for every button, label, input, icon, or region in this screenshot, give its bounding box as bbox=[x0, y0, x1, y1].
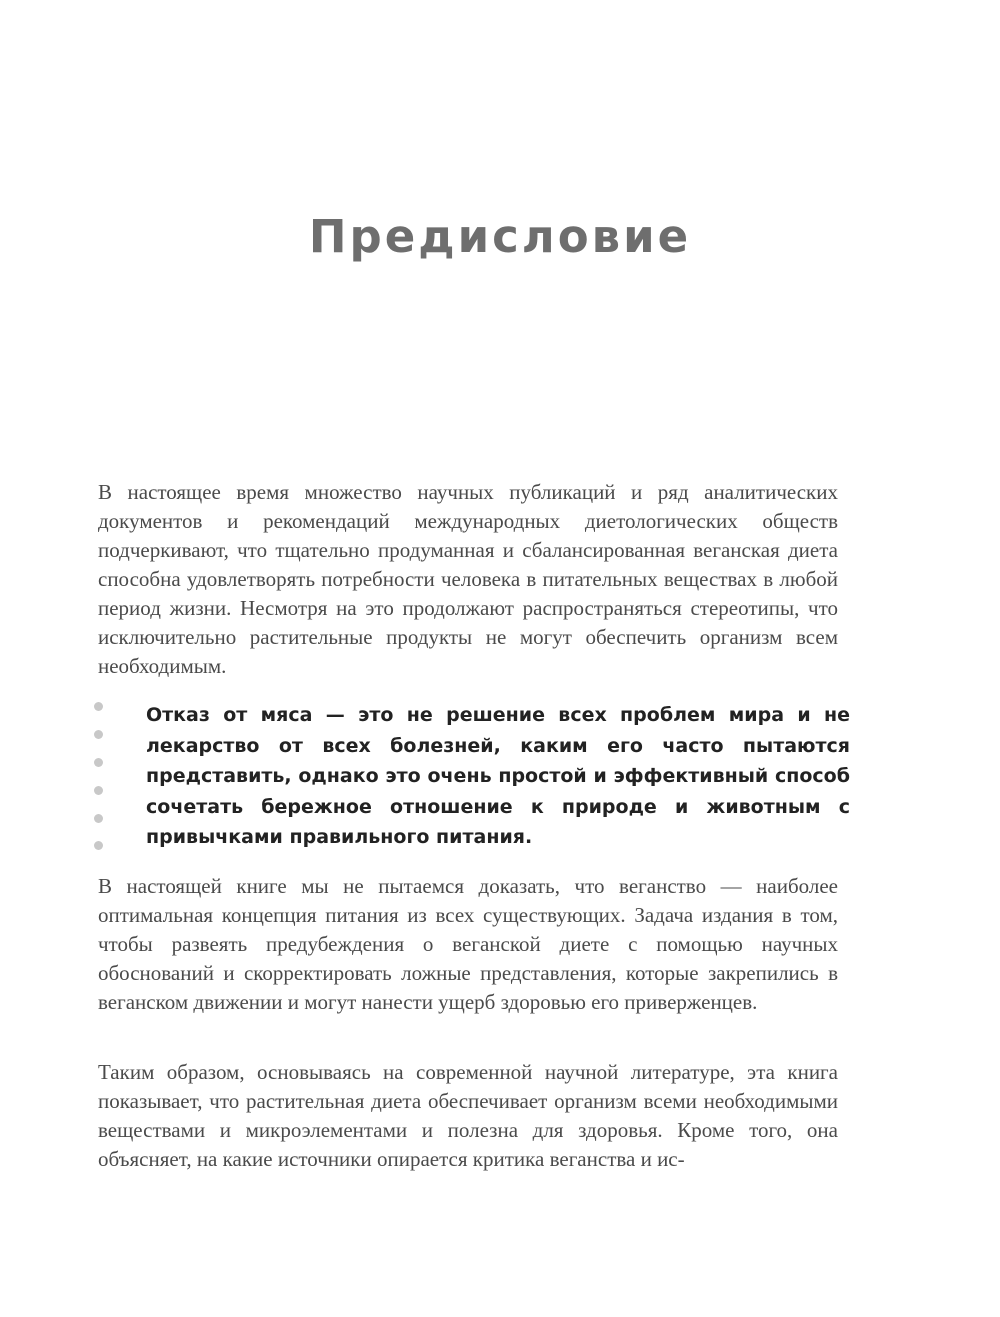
dot-icon bbox=[94, 814, 103, 823]
paragraph-2: В настоящей книге мы не пытаемся доказать, что веганство — наиболее оптимальная концепция питания из всех существующих. Задача издания в том, чтобы развеять предубеждения о веганской диете с помощью научных обоснований и скорректировать ложные представления, которые закрепились в веганском движении и могут нанести ущерб здоровью его приверженцев. bbox=[98, 874, 838, 1014]
paragraph-3: Таким образом, основываясь на современной научной литературе, эта книга показывает, что растительная диета обеспечивает организм всеми необходимыми веществами и микроэлементами и полезна для здоровья. Кроме того, она объясняет, на какие источники опирается критика веганства и ис- bbox=[98, 1060, 838, 1171]
dot-icon bbox=[94, 758, 103, 767]
quote-dots-decoration bbox=[94, 702, 106, 852]
dot-icon bbox=[94, 730, 103, 739]
page-title: Предисловие bbox=[308, 210, 692, 263]
pull-quote: Отказ от мяса — это не решение всех проблем мира и не лекарство от всех болезней, каким его часто пытаются представить, однако это очень простой и эффективный способ сочетать бережное отношение к природе и животным с привычками правильного питания. bbox=[146, 704, 850, 848]
dot-icon bbox=[94, 786, 103, 795]
dot-icon bbox=[94, 841, 103, 850]
paragraph-1: В настоящее время множество научных публикаций и ряд аналитических документов и рекомендаций международных диетологических обществ подчеркивают, что тщательно продуманная и сбалансированная веганская диета способна удовлетворять потребности человека в питательных веществах в любой период жизни. Несмотря на это продолжают распространяться стереотипы, что исключительно растительные продукты не могут обеспечить организм всем необходимым. bbox=[98, 480, 838, 678]
dot-icon bbox=[94, 702, 103, 711]
